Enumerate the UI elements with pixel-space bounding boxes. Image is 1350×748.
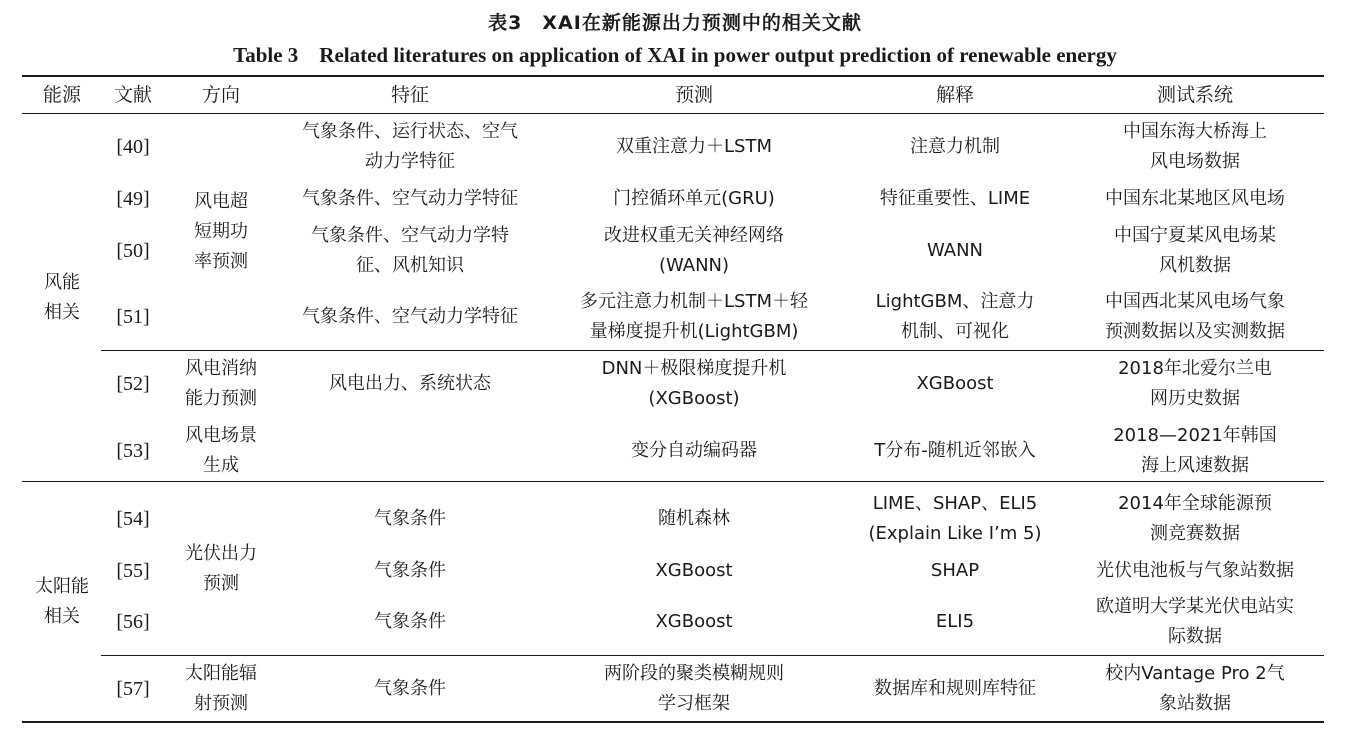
table-row-ref: [52] [116, 373, 150, 395]
table-row-prediction: DNN＋极限梯度提升机 (XGBoost) [601, 358, 787, 409]
table-row-explanation: 特征重要性、LIME [879, 188, 1031, 209]
table-row-test-system: 中国宁夏某风电场某 风机数据 [1114, 225, 1276, 276]
table-row-prediction: 多元注意力机制＋LSTM＋轻 量梯度提升机(LightGBM) [580, 291, 808, 342]
table-row-feature: 气象条件 [374, 611, 446, 632]
table-row-ref: [53] [116, 440, 150, 462]
header-test-system: 测试系统 [1156, 84, 1233, 106]
table-row-explanation: WANN [926, 240, 984, 261]
table-caption-chinese: 表3 XAI在新能源出力预测中的相关文献 [488, 12, 862, 34]
table-bottom-rule [22, 721, 1324, 723]
header-prediction: 预测 [674, 84, 713, 106]
table-row-feature: 气象条件、空气动力学特征 [302, 306, 518, 327]
header-reference: 文献 [113, 84, 152, 106]
table-row-explanation: 注意力机制 [910, 136, 1000, 157]
group-wind: 风能 相关 [44, 271, 80, 323]
direction-wind-scenario: 风电场景 生成 [185, 425, 257, 476]
table-row-feature: 风电出力、系统状态 [329, 373, 491, 394]
table-row-ref: [57] [116, 678, 150, 700]
table-row-ref: [40] [116, 136, 150, 158]
table-row-test-system: 欧道明大学某光伏电站实 际数据 [1096, 596, 1294, 647]
table-row-feature: 气象条件 [374, 560, 446, 581]
table-row-explanation: 数据库和规则库特征 [874, 678, 1036, 699]
table-row-prediction: 随机森林 [658, 508, 730, 529]
table-row-explanation: ELI5 [935, 611, 975, 632]
table-row-ref: [54] [116, 508, 150, 530]
direction-wind-accommodation: 风电消纳 能力预测 [185, 358, 257, 409]
table-caption-english: Table 3 Related literatures on application of XAI in power output prediction of renewable energy [233, 43, 1117, 67]
table-top-rule [22, 75, 1324, 77]
table-row-feature: 气象条件、空气动力学特 征、风机知识 [311, 225, 509, 276]
table-row-prediction: XGBoost [655, 611, 733, 632]
direction-pv-output: 光伏出力 预测 [185, 542, 257, 594]
header-explanation: 解释 [935, 84, 974, 106]
header-feature: 特征 [390, 84, 429, 106]
header-direction: 方向 [201, 84, 240, 106]
table-row-ref: [51] [116, 306, 150, 328]
table-row-test-system: 2014年全球能源预 测竞赛数据 [1118, 493, 1272, 544]
table-row-explanation: LightGBM、注意力 机制、可视化 [875, 291, 1035, 342]
table-row-ref: [50] [116, 240, 150, 262]
table-row-test-system: 中国东海大桥海上 风电场数据 [1123, 121, 1267, 172]
table-row-prediction: XGBoost [655, 560, 733, 581]
direction-solar-radiation: 太阳能辐 射预测 [185, 663, 257, 714]
table-row-ref: [56] [116, 611, 150, 633]
table-row-explanation: T分布-随机近邻嵌入 [874, 440, 1036, 461]
table-row-test-system: 光伏电池板与气象站数据 [1096, 560, 1294, 581]
header-energy: 能源 [42, 84, 81, 106]
table-row-feature: 气象条件 [374, 508, 446, 529]
solar-subgroup-divider [101, 655, 1324, 656]
group-solar: 太阳能 相关 [35, 575, 89, 627]
table-row-test-system: 中国东北某地区风电场 [1105, 188, 1285, 209]
table-row-feature: 气象条件、运行状态、空气 动力学特征 [302, 121, 518, 172]
table-row-feature: 气象条件 [374, 678, 446, 699]
table-row-explanation: LIME、SHAP、ELI5 (Explain Like I’m 5) [868, 493, 1042, 544]
table-row-prediction: 改进权重无关神经网络 (WANN) [604, 225, 784, 276]
table-row-test-system: 2018—2021年韩国 海上风速数据 [1113, 425, 1277, 476]
wind-subgroup-divider [101, 350, 1324, 351]
table-row-ref: [49] [116, 188, 150, 210]
table-row-explanation: SHAP [930, 560, 980, 581]
table-row-feature: 气象条件、空气动力学特征 [302, 188, 518, 209]
table-row-prediction: 双重注意力＋LSTM [616, 136, 772, 157]
table-row-test-system: 校内Vantage Pro 2气 象站数据 [1105, 663, 1285, 714]
table-row-prediction: 两阶段的聚类模糊规则 学习框架 [604, 663, 784, 714]
table-row-explanation: XGBoost [916, 373, 994, 394]
table-row-feature [278, 420, 542, 482]
table-row-prediction: 门控循环单元(GRU) [613, 188, 775, 209]
table-row-prediction: 变分自动编码器 [631, 440, 757, 461]
table-row-test-system: 2018年北爱尔兰电 网历史数据 [1118, 358, 1272, 409]
direction-wind-ultra-short-term: 风电超 短期功 率预测 [194, 191, 248, 272]
table-row-test-system: 中国西北某风电场气象 预测数据以及实测数据 [1105, 291, 1285, 342]
table-row-ref: [55] [116, 560, 150, 582]
